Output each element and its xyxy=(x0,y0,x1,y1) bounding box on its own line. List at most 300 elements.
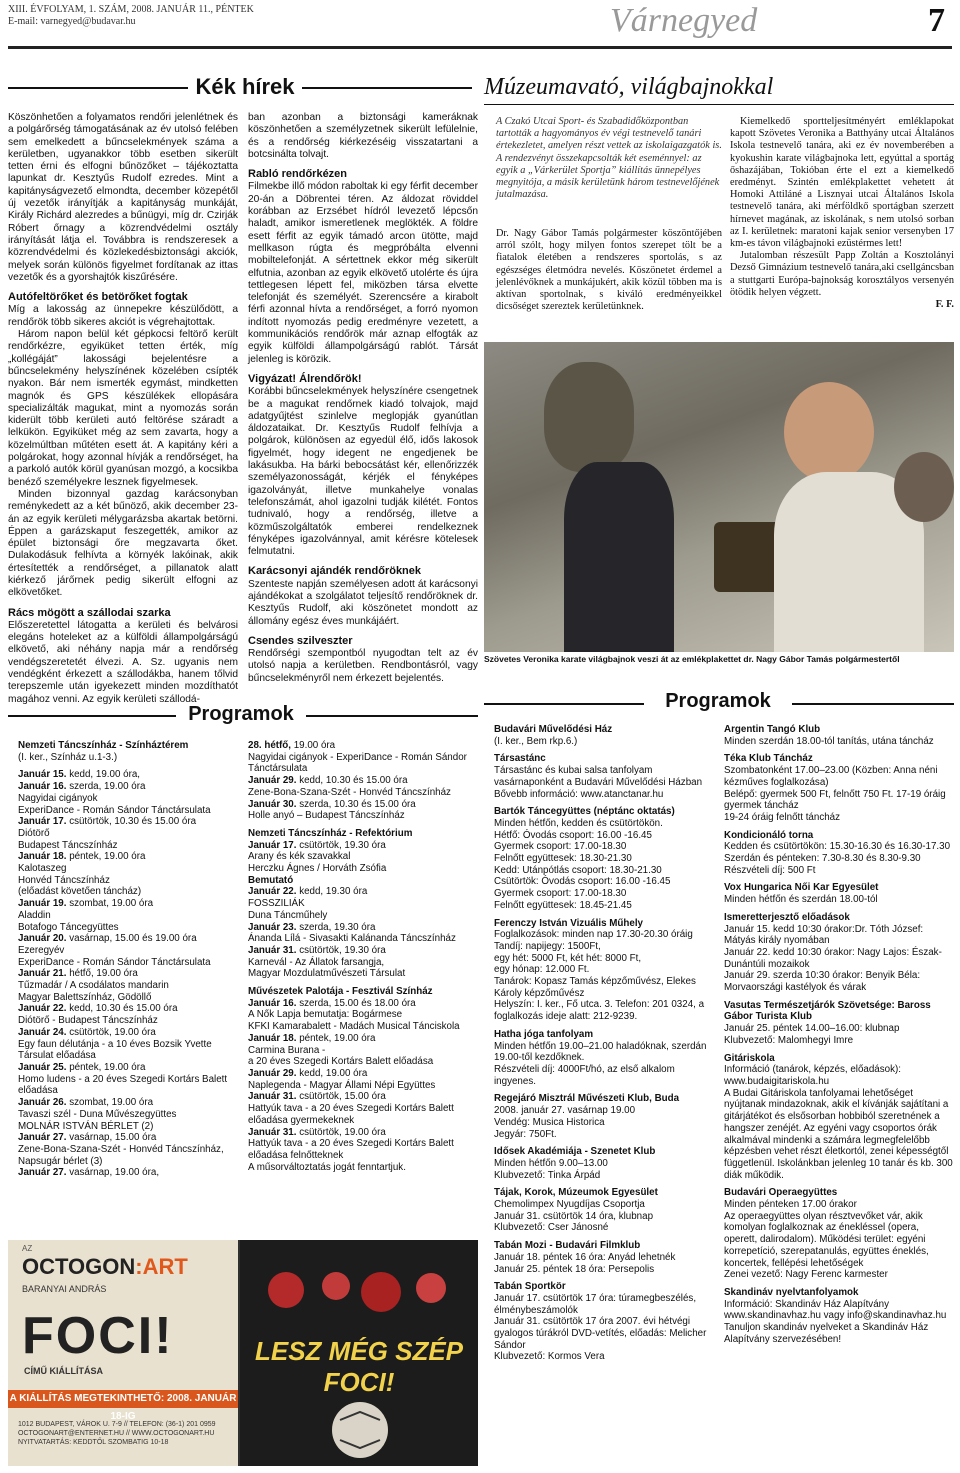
program-line xyxy=(18,1144,238,1167)
program-venue-heading: Vasutas Természetjárók Szövetsége: Baross Gábor Turista Klub xyxy=(724,999,931,1023)
ad-label: AZ xyxy=(22,1244,33,1253)
section-rule xyxy=(306,715,478,717)
title-rule xyxy=(484,104,954,105)
ad-flower xyxy=(416,1273,446,1303)
ad-flower xyxy=(322,1272,350,1300)
programok-title-left: Programok xyxy=(188,703,294,725)
ad-ball xyxy=(332,1402,388,1458)
article-paragraph: Míg a lakosság az ünnepekre készülődött, a rendőrök több sikeres akciót is végrehajtottak. xyxy=(8,304,238,328)
program-line xyxy=(248,1068,478,1080)
program-text: Magyar Balettszínház, Gödöllő xyxy=(18,991,152,1003)
program-date: Január 24. xyxy=(18,1026,67,1038)
program-text: Diótörő xyxy=(18,827,50,839)
program-text: Nagyidai cigányok xyxy=(18,792,98,804)
program-text: Felnőtt együttesek: 18.30-21.30 xyxy=(494,853,632,865)
program-text: Klubvezető: Tinka Árpád xyxy=(494,1169,601,1181)
program-line xyxy=(248,1162,478,1174)
program-line xyxy=(494,1129,714,1141)
program-text: Budapest Táncszínház xyxy=(18,839,118,851)
program-line xyxy=(18,922,238,934)
program-line xyxy=(724,765,954,788)
program-date: Január 29. xyxy=(248,1067,297,1079)
program-venue-heading: Tabán Sportkör xyxy=(494,1281,566,1293)
programok-right-column-2 xyxy=(724,724,954,1468)
program-text: Információ: Skandináv Ház Alapítvány www.skandinavhaz.hu vagy info@skandinavhaz.hu xyxy=(724,1298,947,1322)
program-line xyxy=(494,789,714,801)
program-text: Tandíj: napijegy: 1500Ft, xyxy=(494,940,601,952)
program-line: Bemutató xyxy=(248,874,294,886)
program-text: Arany és kék szavakkal xyxy=(248,851,351,863)
program-venue-heading: Budavári Művelődési Ház xyxy=(494,724,613,735)
program-text: Hattyúk tava - a 20 éves Szegedi Kortárs Balett előadása felnőtteknek xyxy=(248,1138,454,1161)
program-line xyxy=(724,1088,954,1182)
program-text: Minden szerdán 18.00-tól tanítás, utána táncház xyxy=(724,735,934,747)
program-line xyxy=(494,976,714,999)
program-venue-heading: Budavári Operaegyüttes xyxy=(724,1187,838,1199)
program-text: (előadást követően táncház) xyxy=(18,886,142,898)
photo-figure-man xyxy=(544,362,634,472)
program-text: (I. ker., Színház u.1-3.) xyxy=(18,751,118,763)
program-text: Hétfő: Óvodás csoport: 16.00 -16.45 xyxy=(494,829,652,841)
header-rule xyxy=(8,46,952,49)
article-paragraph: Kiemelkedő sportteljesítményért emléklapokat kapott Szövetes Veronika a Batthyány utcai Általános Iskola testnevelő tanára, aki ez év novemberében a kyokushin karate világbajnoka lett, egyúttal a sportág őshazájában, Tokióban érte el ezt a kiemelkedő eredményt. Szintén emlékplakettet vehetett át Homoki Attiláné a Lisznyai utcai Általános Iskola testnevelő tanára, aki mérföldkő sportágban szerzett hírnevet magának, az iskolának, s nem utolsó sorban az I. kerületnek: maratoni kajak senior versenyben 17 km-es távon világbajnoki ezüstérmes lett! xyxy=(730,116,954,250)
program-line xyxy=(18,933,238,945)
program-line xyxy=(248,1033,478,1045)
article-subheading: Rabló rendőrkézen xyxy=(248,168,348,181)
program-line xyxy=(248,810,478,822)
program-text: Homo ludens - a 20 éves Szegedi Kortárs Balett előadása xyxy=(18,1073,228,1097)
program-date: Január 21. xyxy=(18,968,67,980)
program-line xyxy=(18,1062,238,1074)
program-line xyxy=(494,1041,714,1064)
program-text: Gyermek csoport: 17.00-18.30 xyxy=(494,888,627,900)
program-text: (I. ker., Bem rkp.6.) xyxy=(494,735,578,747)
program-text: Január 31. csütörtök 17 óra 2007. évi hétvégi gyalogos túrákról DVD-vetítés, előadás: Melicher Sándor xyxy=(494,1316,707,1351)
program-line xyxy=(18,816,238,828)
program-text: Foglalkozások: minden nap 17.30-20.30 óráig xyxy=(494,929,693,941)
program-line xyxy=(724,970,954,993)
programok-left-column-2 xyxy=(248,740,478,1235)
program-line xyxy=(248,910,478,922)
program-line xyxy=(494,1316,714,1351)
program-text: szerda, 19.30 óra xyxy=(296,921,376,933)
program-text: A Nők Lapja bemutatja: Bogármese xyxy=(248,1009,403,1021)
program-text: Zene-Bona-Szana-Szét - Honvéd Táncszínház xyxy=(248,786,451,798)
section-rule xyxy=(484,703,644,705)
ad-brand-part-a: OCTOGON xyxy=(22,1254,136,1279)
program-date: Január 30. xyxy=(248,798,297,810)
program-line xyxy=(494,1170,714,1182)
program-text: Tanuljon skandináv nyelveket a Skandináv Ház Alapítvány szervezésében! xyxy=(724,1322,929,1345)
article-subheading: Rács mögött a szállodai szarka xyxy=(8,606,171,619)
program-date: Január 17. xyxy=(248,839,297,851)
program-line xyxy=(18,957,238,969)
program-line xyxy=(724,865,954,877)
program-text: Belépő: gyermek 500 Ft, felnőtt 750 Ft. 17-19 óráig gyermek táncház xyxy=(724,788,946,812)
program-text: a 20 éves Szegedi Kortárs Balett előadása xyxy=(248,1056,434,1068)
program-text: csütörtök, 19.30 óra xyxy=(296,839,386,851)
program-line xyxy=(18,863,238,875)
program-text: Hattyúk tava - a 20 éves Szegedi Kortárs Balett előadása gyermekeknek xyxy=(248,1103,454,1126)
program-line xyxy=(18,898,238,910)
program-date: Január 18. xyxy=(18,851,67,863)
program-date: Január 18. xyxy=(248,1032,297,1044)
program-text: Minden hétfőn és szerdán 18.00-tól xyxy=(724,894,878,906)
program-text: egy hét: 5000 Ft, két hét: 8000 Ft, xyxy=(494,952,642,964)
program-text: Január 15. kedd 10:30 órakor:Dr. Tóth József: Mátyás király nyomában xyxy=(724,923,924,947)
program-line xyxy=(724,894,954,906)
program-line xyxy=(18,886,238,898)
program-text: Botafogo Táncegyüttes xyxy=(18,921,119,933)
program-text: Január 31. csütörtök 14 óra, klubnap xyxy=(494,1210,654,1222)
program-date: Január 29. xyxy=(248,775,297,787)
program-line xyxy=(248,945,478,957)
article-paragraph: Köszönhetően a folyamatos rendőri jelenlétnek és a polgárőrség támogatásának az év utolsó felében sem emelkedett a bűncselekmények száma a kerületben, ugyanakkor több esetben sikerült tetten érni és elfogni bűnözőket – tájékoztatta lapunkat dr. Kesztyűs Rudolf ezredes. Mint a kapitányságvezető elmondta, december közepétől új vezetők irányítják a kapitányság munkáját, Király Richárd alezredes a bűnügyi, míg dr. Czirják Róbert őrnagy a közrendvédelmi osztály irányítását látja el. Továbbra is rendszeresek a közrendvédelmi és közlekedésbiztonsági akciók, melyek során különös figyelmet fordítanak az ittas vezetők és a gyorshajtók kiszűrésére. xyxy=(8,112,238,283)
program-text: Tavaszi szél - Duna Művészegyüttes xyxy=(18,1108,177,1120)
program-text: Naplegenda - Magyar Állami Népi Együttes xyxy=(248,1079,436,1091)
program-text: vasárnap, 19.00 óra, xyxy=(66,1167,160,1179)
ad-ball-icon xyxy=(300,1390,420,1460)
program-line xyxy=(494,736,714,748)
section-rule xyxy=(8,87,188,89)
program-line xyxy=(494,1199,714,1211)
program-line xyxy=(18,992,238,1004)
program-date: Január 17. xyxy=(18,816,67,828)
program-line xyxy=(248,851,478,863)
program-line xyxy=(248,787,478,799)
program-line xyxy=(248,740,478,752)
program-date: Január 22. xyxy=(18,1003,67,1015)
program-line xyxy=(248,898,478,910)
program-text: Január 17. csütörtök 17 óra: túramegbeszélés, élménybeszámolók xyxy=(494,1292,697,1316)
ad-brand xyxy=(22,1254,188,1280)
program-line xyxy=(724,1023,954,1035)
ad-author: BARANYAI ANDRÁS xyxy=(22,1284,107,1294)
program-text: kedd, 10.30 és 15.00 óra xyxy=(296,775,408,787)
program-venue-heading: Tabán Mozi - Budavári Filmklub xyxy=(494,1240,641,1252)
program-venue-heading: Vox Hungarica Női Kar Egyesület xyxy=(724,882,879,894)
program-text: Csütörtök: Óvodás csoport: 16.00 -16.45 xyxy=(494,876,671,888)
program-line xyxy=(18,1074,238,1097)
program-text: Az operaegyüttes olyan résztvevőket vár, akik komolyan foglalkoznak az énekléssel (opera, operett, dalirodalom). Működési terület: egyéni korrepetíció, szerepatanulás, együttes éneklés, koncertek, fellépési lehetőségek xyxy=(724,1210,929,1269)
program-text: Diótörő - Budapest Táncszínház xyxy=(18,1015,158,1027)
program-text: Minden hétfőn, kedden és csütörtökön. xyxy=(494,817,663,829)
photo-caption: Szövetes Veronika karate világbajnok veszi át az emlékplakettet dr. Nagy Gábor Tamás polgármestertől xyxy=(484,654,900,664)
photo-suit xyxy=(564,462,674,652)
program-line xyxy=(494,876,714,888)
program-text: csütörtök, 19.00 óra xyxy=(296,1126,386,1138)
program-text: péntek, 19.00 óra xyxy=(66,1061,146,1073)
program-line xyxy=(494,1264,714,1276)
program-line xyxy=(248,799,478,811)
program-line xyxy=(18,781,238,793)
program-line xyxy=(494,865,714,877)
program-line xyxy=(724,1035,954,1047)
article-paragraph: Három napon belül két gépkocsi feltörő került rendőrkézre, egyiküket tetten érték, míg „kollégáját” lakossági bejelentésre a bűncselekmény helyszínének közelében csípték nyakon. Bár nem ismerték egymást, mindketten magnók és GPS készülékek ellopására specializálták magukat, mint a nyomozás során kiderült több kerületi autó feltörése száradt a lelkükön. Egyiküket még az sem zavarta, hogy a közelmúltban műtéten esett át. A kapitány kéri a polgárokat, hogy azonnal hívják a rendőrséget, ha a parkoló autók körül gyanúsan mozgó, a kocsikba benéző személyekre lesznek figyelmesek. xyxy=(8,329,238,488)
program-line xyxy=(18,1015,238,1027)
ad-contact: 1012 BUDAPEST, VÁROK U. 7-9 // TELEFON: (36-1) 201 0959 OCTOGONART@ENTERNET.HU // WWW.OCTOGONART.HU NYITVATARTÁS: KEDDTŐL SZOMBATIG 10-18 xyxy=(18,1421,216,1446)
program-line xyxy=(248,1091,478,1103)
program-venue-heading: Hatha jóga tanfolyam xyxy=(494,1028,594,1040)
program-line xyxy=(248,1045,478,1057)
program-venue-heading: Tájak, Korok, Múzeumok Egyesület xyxy=(494,1187,658,1199)
ad-right-panel xyxy=(240,1240,478,1466)
program-text: vasárnap, 15.00 óra xyxy=(66,1132,157,1144)
museum-body-2 xyxy=(730,116,954,340)
program-line xyxy=(18,805,238,817)
program-venue-heading: Ferenczy István Vizuális Műhely xyxy=(494,917,644,929)
programok-left-column-1 xyxy=(18,740,238,1235)
program-text: Holle anyó – Budapest Táncszínház xyxy=(248,810,405,822)
program-text: kedd, 10.30 és 15.00 óra xyxy=(66,1003,178,1015)
program-line xyxy=(248,998,478,1010)
program-line xyxy=(18,1167,238,1179)
article-paragraph: Filmekbe illő módon raboltak ki egy férfit december 20-án a Döbrentei téren. Az áldozat röviddel korábban az Erzsébet hídról levezető lépcsőn haladt, amikor ismeretlenek meglökték. A földre esett férfit az egyik támadó arcon ütötte, majd mellkason rúgta és megpróbálta elvenni mobiltelefonját. A sértettnek ekkor még sikerült elfutnia, azonban az egyik elkövető utolérte és újra tettlegesen lépett fel, miközben társa elvette telefonját és személyét. Szerencsére a kirabolt férfi azonnal hívta a rendőrséget, a forró nyomon indított nyomozás pedig eredményre vezetett, a kommunikációs rendőrök már aznap elfogták az egyik külföldi állampolgárságú rablót. Társát jelenleg is körözik. xyxy=(248,181,478,365)
ad-brand-part-b: :ART xyxy=(135,1254,188,1279)
ad-flowers-art xyxy=(256,1260,466,1320)
program-text: Honvéd Táncszínház xyxy=(18,874,110,886)
award-photo xyxy=(484,342,954,652)
program-line xyxy=(248,1103,478,1126)
program-text: ExperiDance - Román Sándor Tánctársulata xyxy=(18,804,211,816)
program-text: Klubvezető: Cser Jánosné xyxy=(494,1222,609,1234)
program-text: Részvételi díj: 4000Ft/hó, az első alkalom ingyenes. xyxy=(494,1063,675,1087)
program-line xyxy=(494,1222,714,1234)
program-date: Január 27. xyxy=(18,1132,67,1144)
program-line xyxy=(18,1039,238,1062)
article-paragraph: Előszeretettel látogatta a kerületi és belvárosi elegáns hoteleket az a külföldi állampolgárságú elkövető, aki néhány napja már a rendőrség vendégszeretetét élvezi. A. Sz. ugyanis nem vendégként érkezett a szállodákba, hanem tőlvid terepszemle után igyekezett minden mozdíthatót magához venni. Az egyik kerületi szállodá- xyxy=(8,619,238,705)
program-text: Klubvezető: Malomhegyi Imre xyxy=(724,1034,854,1046)
program-line xyxy=(248,922,478,934)
program-text: A műsorváltoztatás jogát fenntartjuk. xyxy=(248,1161,406,1173)
program-text: hétfő, 19.00 óra xyxy=(66,968,138,980)
photo-figure-woman xyxy=(784,382,874,482)
program-line xyxy=(494,1105,714,1117)
article-subheading: Vigyázat! Álrendőrök! xyxy=(248,372,362,385)
program-line xyxy=(18,1121,238,1133)
article-paragraph: ban azonban a biztonsági kameráknak köszönhetően a személyzetnek sikerült lefülelnie, és a rendőrség kiérkezéséig visszatartani a botcsinálta tolvajt. xyxy=(248,112,478,160)
program-line xyxy=(248,1138,478,1161)
program-text: 19.00 óra xyxy=(291,740,336,751)
program-venue-heading: Regejáró Misztrál Művészeti Klub, Buda xyxy=(494,1093,680,1105)
ad-subtitle: CÍMŰ KIÁLLÍTÁSA xyxy=(24,1366,103,1376)
program-date: Január 31. xyxy=(248,944,297,956)
program-venue-heading: Társastánc xyxy=(494,753,546,765)
program-text: kedd, 19.00 óra xyxy=(296,1067,368,1079)
program-line xyxy=(724,1269,954,1281)
program-text: Karnevál - Az Állatok farsangja, xyxy=(248,956,385,968)
program-line xyxy=(724,736,954,748)
program-text: péntek, 19.00 óra xyxy=(296,1032,376,1044)
program-text: Magyar Mozdulatművészeti Társulat xyxy=(248,968,406,980)
article-paragraph: Jutalomban részesült Papp Zoltán a Kosztolányi Dezső Gimnázium testnevelő tanára,aki csellgáncsban a stuttgarti Európa-bajnokság korosztályos versenyén ötödik helyen végzett. xyxy=(730,250,954,298)
program-line xyxy=(494,1252,714,1264)
ad-slogan: LESZ MÉG SZÉP FOCI! xyxy=(254,1336,464,1397)
program-text: ExperiDance - Román Sándor Tánctársulata xyxy=(18,956,211,968)
article-subheading: Karácsonyi ajándék rendőröknek xyxy=(248,565,422,578)
program-text: Felnőtt együttesek: 18.45-21.45 xyxy=(494,899,632,911)
program-line xyxy=(494,830,714,842)
program-line xyxy=(248,1021,478,1033)
program-line xyxy=(494,841,714,853)
program-line xyxy=(248,840,478,852)
program-line xyxy=(18,752,238,764)
program-line xyxy=(248,775,478,787)
program-text: Minden hétfőn 9.00–13.00 xyxy=(494,1157,608,1169)
program-text: Kalotaszeg xyxy=(18,863,67,875)
program-text: Klubvezető: Kormos Vera xyxy=(494,1351,605,1363)
program-line xyxy=(494,999,714,1022)
program-line xyxy=(18,968,238,980)
program-date: Január 15. xyxy=(18,769,67,781)
program-line xyxy=(248,1009,478,1021)
program-text: Ánanda Lílá - Sivasakti Kalánanda Táncszínház xyxy=(248,933,456,945)
program-venue-heading: Gitáriskola xyxy=(724,1052,775,1064)
program-text: szerda, 10.30 és 15.00 óra xyxy=(296,798,416,810)
program-line xyxy=(248,957,478,969)
article-subheading: Csendes szilveszter xyxy=(248,634,353,647)
ad-dates: A KIÁLLÍTÁS MEGTEKINTHETŐ: 2008. JANUÁR 18-IG xyxy=(8,1390,238,1408)
program-text: Január 18. péntek 16 óra: Anyád lehetnék xyxy=(494,1251,676,1263)
program-text: Szombatonként 17.00–23.00 (Közben: Anna néni kézműves foglalkozása) xyxy=(724,765,938,788)
ad-headline: FOCI! xyxy=(22,1307,174,1365)
program-line xyxy=(724,947,954,970)
program-line xyxy=(724,841,954,853)
program-date: Január 16. xyxy=(248,997,297,1009)
program-text: Nagyidai cigányok - ExperiDance - Román Sándor Tánctársulata xyxy=(248,751,467,775)
program-text: A Budai Gitáriskola tanfolyamai lehetőséget nyújtanak mindazoknak, akik el kívánják sajátítani a gitárjátékot és elsősorban hobbiból szeretnének a hangszer zenéjét. Az egyéni vagy csoportos órák alkalmával mindenki a számára legmegfelelőbb képzésben vehet részt életkortól, zenei képességtől függetlenül. Iskolánkban jelenleg 10 tanár és kb. 300 diák működik. xyxy=(724,1087,953,1181)
program-text: szombat, 19.00 óra xyxy=(66,898,154,910)
programok-title-right: Programok xyxy=(665,690,771,712)
program-date: Január 26. xyxy=(18,1097,67,1109)
program-line xyxy=(18,1003,238,1015)
program-line xyxy=(248,1127,478,1139)
program-line xyxy=(494,941,714,953)
program-date: Január 31. xyxy=(248,1126,297,1138)
octogon-art-advertisement[interactable] xyxy=(8,1240,478,1466)
program-text: Aladdin xyxy=(18,909,51,921)
kek-hirek-column-2 xyxy=(248,112,478,684)
section-rule xyxy=(8,715,176,717)
program-text: kedd, 19.30 óra xyxy=(296,886,368,898)
program-line xyxy=(248,886,478,898)
program-line xyxy=(18,1027,238,1039)
museum-article-title: Múzeumavató, világbajnokkal xyxy=(484,74,774,100)
program-date: Január 27. xyxy=(18,1167,67,1179)
program-text: 2008. január 27. vasárnap 19.00 xyxy=(494,1105,636,1117)
newspaper-title: Várnegyed xyxy=(610,2,758,39)
program-venue-heading: Ismeretterjesztő előadások xyxy=(724,911,850,923)
program-date: Január 25. xyxy=(18,1061,67,1073)
program-text: csütörtök, 19.00 óra xyxy=(66,1026,156,1038)
program-venue-heading: Téka Klub Táncház xyxy=(724,753,813,765)
program-text: vasárnap, 15.00 és 19.00 óra xyxy=(66,933,197,945)
program-line xyxy=(18,769,238,781)
program-text: Január 25. péntek 14.00–16.00: klubnap xyxy=(724,1023,900,1035)
program-text: szombat, 19.00 óra xyxy=(66,1097,154,1109)
program-text: Egy faun délutánja - a 10 éves Bozsik Yvette Társulat előadása xyxy=(18,1038,212,1062)
program-text: Vendég: Musica Historica xyxy=(494,1116,605,1128)
program-line xyxy=(248,863,478,875)
program-line xyxy=(724,924,954,947)
program-text: Társastánc és kubai salsa tanfolyam vasárnaponként a Budavári Művelődési Házban xyxy=(494,765,703,788)
article-paragraph: Rendőrségi szempontból nyugodtan telt az év utolsó napja a kerületben. Rendbontásról, vagy bűncselekményről nem érkezett bejelentés. xyxy=(248,648,478,684)
program-text: Minden hétfőn 19.00–21.00 haladóknak, szerdán 19.00-től kezdőknek. xyxy=(494,1040,707,1064)
program-venue-heading: Argentin Tangó Klub xyxy=(724,724,821,735)
program-text: csütörtök, 15.00 óra xyxy=(296,1091,386,1103)
program-venue-heading: Nemzeti Táncszínház - Refektórium xyxy=(248,827,413,839)
program-venue-heading: Nemzeti Táncszínház - Színháztérem xyxy=(18,740,189,751)
program-text: Bővebb információ: www.atanctanar.hu xyxy=(494,788,664,800)
program-line xyxy=(18,1132,238,1144)
email-line[interactable]: E-mail: varnegyed@budavar.hu xyxy=(8,16,136,27)
program-text: egy hónap: 12.000 Ft. xyxy=(494,964,590,976)
program-text: Zene-Bona-Szana-Szét - Honvéd Táncszínház, Napsugár bérlet (3) xyxy=(18,1143,224,1167)
program-venue-heading: Művészetek Palotája - Fesztivál Színház xyxy=(248,986,433,998)
program-text: MOLNÁR ISTVÁN BÉRLET (2) xyxy=(18,1120,154,1132)
program-line xyxy=(18,1097,238,1109)
program-text: Részvételi díj: 500 Ft xyxy=(724,864,816,876)
program-line xyxy=(494,1211,714,1223)
author-signature: F. F. xyxy=(935,299,954,311)
program-line xyxy=(248,933,478,945)
program-text: Információ (tanárok, képzés, előadások): www.budaigitariskola.hu xyxy=(724,1064,901,1087)
program-line xyxy=(18,1109,238,1121)
program-text: Duna Táncműhely xyxy=(248,909,328,921)
program-text: Kedden és csütörtökön: 15.30-16.30 és 16.30-17.30 xyxy=(724,841,951,853)
program-date: Január 19. xyxy=(18,898,67,910)
ad-flower xyxy=(361,1272,401,1312)
program-text: Január 29. szerda 10:30 órakor: Benyik Béla: Morvaországi kastélyok és várak xyxy=(724,970,921,994)
programok-right-column-1 xyxy=(494,724,714,1468)
section-rule xyxy=(792,703,954,705)
program-text: Tűzmadár / A csodálatos mandarin xyxy=(18,980,169,992)
program-line xyxy=(494,1064,714,1087)
masthead-issue xyxy=(8,4,254,28)
program-text: Január 25. péntek 18 óra: Persepolis xyxy=(494,1263,655,1275)
program-line xyxy=(18,851,238,863)
program-text: szerda, 19.00 óra xyxy=(66,781,146,793)
section-rule xyxy=(302,87,472,89)
photo-figure-background xyxy=(894,452,954,522)
program-date: 28. hétfő, xyxy=(248,740,292,751)
program-venue-heading: Idősek Akadémiája - Szenetet Klub xyxy=(494,1146,656,1158)
program-text: KFKI Kamarabalett - Madách Musical Tánciskola xyxy=(248,1021,460,1033)
program-text: Chemolimpex Nyugdíjas Csoportja xyxy=(494,1199,645,1211)
program-line xyxy=(724,1211,954,1270)
program-line xyxy=(494,888,714,900)
kek-hirek-title: Kék hírek xyxy=(195,74,295,99)
program-text: Szerdán és pénteken: 7.30-8.30 és 8.30-9.30 xyxy=(724,853,921,865)
program-line xyxy=(248,968,478,980)
program-text: Helyszín: I. ker., Fő utca. 3. Telefon: 201 0324, a foglalkozás ideje alatt: 212-9239. xyxy=(494,999,705,1023)
program-text: FOSSZILIÁK xyxy=(248,898,305,910)
article-paragraph: Szenteste napján személyesen adott át karácsonyi ajándékokat a szolgálatot teljesítő rendőröknek dr. Kesztyűs Rudolf, aki köszönetet mondott az állomány egész éves munkájáért. xyxy=(248,578,478,627)
page-number: 7 xyxy=(928,2,945,39)
program-line xyxy=(494,1293,714,1316)
program-line xyxy=(494,1117,714,1129)
ad-left-panel xyxy=(8,1240,238,1466)
program-line xyxy=(248,1056,478,1068)
program-date: Január 23. xyxy=(248,921,297,933)
program-line xyxy=(18,875,238,887)
program-line xyxy=(494,953,714,965)
program-line xyxy=(494,929,714,941)
program-venue-heading: Skandináv nyelvtanfolyamok xyxy=(724,1286,859,1298)
article-paragraph: Minden bizonnyal gazdag karácsonyban reménykedett az a két bűnöző, akik december 23-án az egyik kerületi mélygarázsba akartak betörni. Éppen a garázskaput feszegették, amikor az épület biztonsági őre megzavarta őket. Dulakodásuk felhívta a környék lakóinak, akik értesítették a rendőrséget, a pillanatok alatt kiérkező járőrnek pedig sikerült elfogni az elkövetőket. xyxy=(8,488,238,599)
museum-body-1: Dr. Nagy Gábor Tamás polgármester köszöntőjében arról szólt, hogy milyen fontos szerepet tölt be a fiatalok életében a rendszeres sportolás, s az egészséges életmódra nevelés. Köszönetet érdemel a jelenlévőknek a munkájukért, akik közül többen ma is aktívan sportolnak, s kiváló eredményeikkel dicsőséget szereztek kerületünknek. xyxy=(496,228,722,313)
program-line xyxy=(494,1351,714,1363)
